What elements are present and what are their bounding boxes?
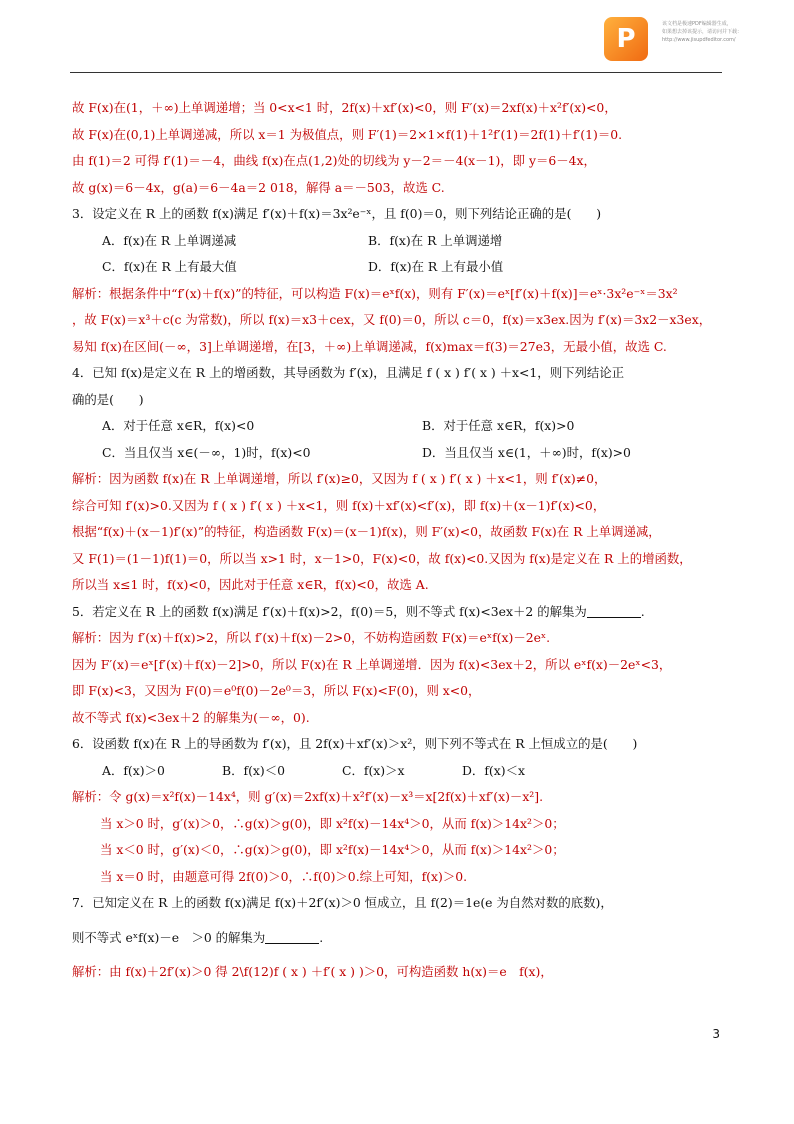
solution-line: 故 g(x)＝6－4x，g(a)＝6－4a＝2 018，解得 a＝－503，故选 C. (72, 179, 445, 195)
solution-line: 根据“f(x)＋(x－1)f′(x)”的特征，构造函数 F(x)＝(x－1)f(x)，则 F′(x)<0，故函数 F(x)在 R 上单调递减， (72, 524, 661, 539)
solution-line: 当 x＞0 时，g′(x)＞0，∴g(x)＞g(0)，即 x²f(x)－14x⁴＞0，从而 f(x)＞14x²＞0； (100, 815, 565, 831)
solution-line: 故 F(x)在(0,1)上单调递减，所以 x＝1 为极值点，则 F′(1)＝2×1×f(1)＋1²f′(1)＝2f(1)＋f′(1)＝0. (72, 126, 623, 142)
option-row (72, 758, 720, 785)
question-text: . (319, 929, 324, 945)
question-line: 4．已知 f(x)是定义在 R 上的增函数，其导函数为 f′(x)，且满足 f ( x ) f′( x ) ＋x<1，则下列结论正 (72, 365, 625, 380)
option-item: B．f(x)在 R 上单调递增 (368, 232, 503, 248)
solution-line: 由 f(1)＝2 可得 f′(1)＝－4，曲线 f(x)在点(1,2)处的切线为 y－2＝－4(x－1)，即 y＝6－4x， (72, 153, 596, 168)
watermark-note (662, 20, 788, 44)
header-rule (70, 72, 722, 73)
question-line: 7．已知定义在 R 上的函数 f(x)满足 f(x)＋2f′(x)＞0 恒成立，且 f(2)＝1e(e 为自然对数的底数)， (72, 895, 613, 910)
option-item: A．对于任意 x∈R，f(x)<0 (102, 418, 255, 433)
solution-line: 解析：因为 f′(x)＋f(x)>2，所以 f′(x)＋f(x)－2>0，不妨构造函数 F(x)＝eˣf(x)－2eˣ. (72, 630, 551, 645)
option-item: D．f(x)在 R 上有最小值 (368, 259, 504, 274)
solution-line: 因为 F′(x)＝eˣ[f′(x)＋f(x)－2]>0，所以 F(x)在 R 上单调递增．因为 f(x)<3ex＋2，所以 eˣf(x)－2eˣ<3， (72, 656, 672, 672)
option-item: D．f(x)＜x (462, 762, 525, 778)
solution-line: 解析：根据条件中“f′(x)＋f(x)”的特征，可以构造 F(x)＝eˣf(x)，则有 F′(x)＝eˣ[f′(x)＋f(x)]＝eˣ·3x²e⁻ˣ＝3x² (72, 285, 678, 301)
option-row (72, 440, 720, 467)
page-number: 3 (712, 1027, 720, 1041)
answer-blank (265, 929, 319, 944)
solution-line: 当 x＜0 时，g′(x)＜0，∴g(x)＞g(0)，即 x²f(x)－14x⁴＞0，从而 f(x)＞14x²＞0； (100, 842, 565, 857)
option-item: C．f(x)在 R 上有最大值 (102, 259, 237, 274)
watermark-line: 如果想去掉该提示，请访问并下载： (662, 29, 743, 35)
spacer (72, 951, 720, 959)
option-item: D．当且仅当 x∈(1，＋∞)时，f(x)>0 (422, 444, 631, 460)
logo-icon: P (604, 17, 648, 61)
question-line (72, 599, 720, 626)
spacer (72, 917, 720, 925)
solution-line: 即 F(x)<3，又因为 F(0)＝e⁰f(0)－2e⁰＝3，所以 F(x)<F(0)，则 x<0， (72, 683, 481, 698)
document-body (72, 95, 720, 986)
solution-line: 解析：令 g(x)＝x²f(x)－14x⁴，则 g′(x)＝2xf(x)＋x²f′(x)－x³＝x[2f(x)＋xf′(x)－x²]. (72, 789, 544, 804)
question-text: 则不等式 eˣf(x)－e ＞0 的解集为 (72, 929, 266, 945)
question-text: . (640, 603, 645, 619)
answer-blank (587, 603, 641, 618)
question-line (72, 925, 720, 952)
solution-line: 故不等式 f(x)<3ex＋2 的解集为(－∞，0). (72, 709, 310, 725)
solution-line: 解析：因为函数 f(x)在 R 上单调递增，所以 f′(x)≥0，又因为 f ( x ) f′( x ) ＋x<1，则 f′(x)≠0， (72, 471, 607, 486)
solution-line: 综合可知 f′(x)>0.又因为 f ( x ) f′( x ) ＋x<1，则 f(x)＋xf′(x)<f′(x)，即 f(x)＋(x－1)f′(x)<0， (72, 497, 606, 513)
question-line: 6．设函数 f(x)在 R 上的导函数为 f′(x)，且 2f(x)＋xf′(x)＞x²，则下列不等式在 R 上恒成立的是( ) (72, 736, 638, 751)
watermark-line: 该文档是极速PDF编辑器生成， (662, 21, 732, 27)
question-line: 确的是( ) (72, 391, 144, 407)
option-item: C．当且仅当 x∈(－∞，1)时，f(x)<0 (102, 444, 311, 460)
solution-line: 当 x＝0 时，由题意可得 2f(0)＞0，∴f(0)＞0.综上可知，f(x)＞0. (100, 868, 468, 884)
option-item: B．f(x)＜0 (222, 762, 286, 778)
solution-line: 故 F(x)在(1，＋∞)上单调递增；当 0<x<1 时，2f(x)＋xf′(x)<0，则 F′(x)＝2xf(x)＋x²f′(x)<0， (72, 100, 617, 115)
option-row (72, 413, 720, 440)
watermark-line: http://www.jisupdfeditor.com/ (662, 37, 736, 43)
option-row (72, 228, 720, 255)
solution-line: 所以当 x≤1 时，f(x)<0，因此对于任意 x∈R，f(x)<0，故选 A. (72, 577, 429, 592)
question-text: 5．若定义在 R 上的函数 f(x)满足 f′(x)＋f(x)>2，f(0)＝5，则不等式 f(x)<3ex＋2 的解集为 (72, 603, 587, 619)
solution-line: 易知 f(x)在区间(－∞，3]上单调递增，在[3，＋∞)上单调递减，f(x)max＝f(3)＝27e3，无最小值，故选 C. (72, 338, 667, 354)
option-item: C．f(x)＞x (342, 762, 405, 778)
option-item: A．f(x)＞0 (102, 762, 165, 778)
solution-line: 又 F(1)＝(1－1)f(1)＝0，所以当 x>1 时，x－1>0，F(x)<0，故 f(x)<0.又因为 f(x)是定义在 R 上的增函数， (72, 550, 692, 566)
solution-line: 解析：由 f(x)＋2f′(x)＞0 得 2\f(12)f ( x ) ＋f′( x ) )＞0，可构造函数 h(x)＝e f(x)， (72, 964, 553, 979)
solution-line: ，故 F(x)＝x³＋c(c 为常数)，所以 f(x)＝x3＋cex，又 f(0)＝0，所以 c＝0，f(x)＝x3ex.因为 f′(x)＝3x2－x3ex， (72, 312, 712, 327)
option-item: A．f(x)在 R 上单调递减 (102, 232, 237, 248)
question-line: 3．设定义在 R 上的函数 f(x)满足 f′(x)＋f(x)＝3x²e⁻ˣ，且 f(0)＝0，则下列结论正确的是( ) (72, 206, 602, 221)
option-item: B．对于任意 x∈R，f(x)>0 (422, 418, 575, 433)
option-row (72, 254, 720, 281)
